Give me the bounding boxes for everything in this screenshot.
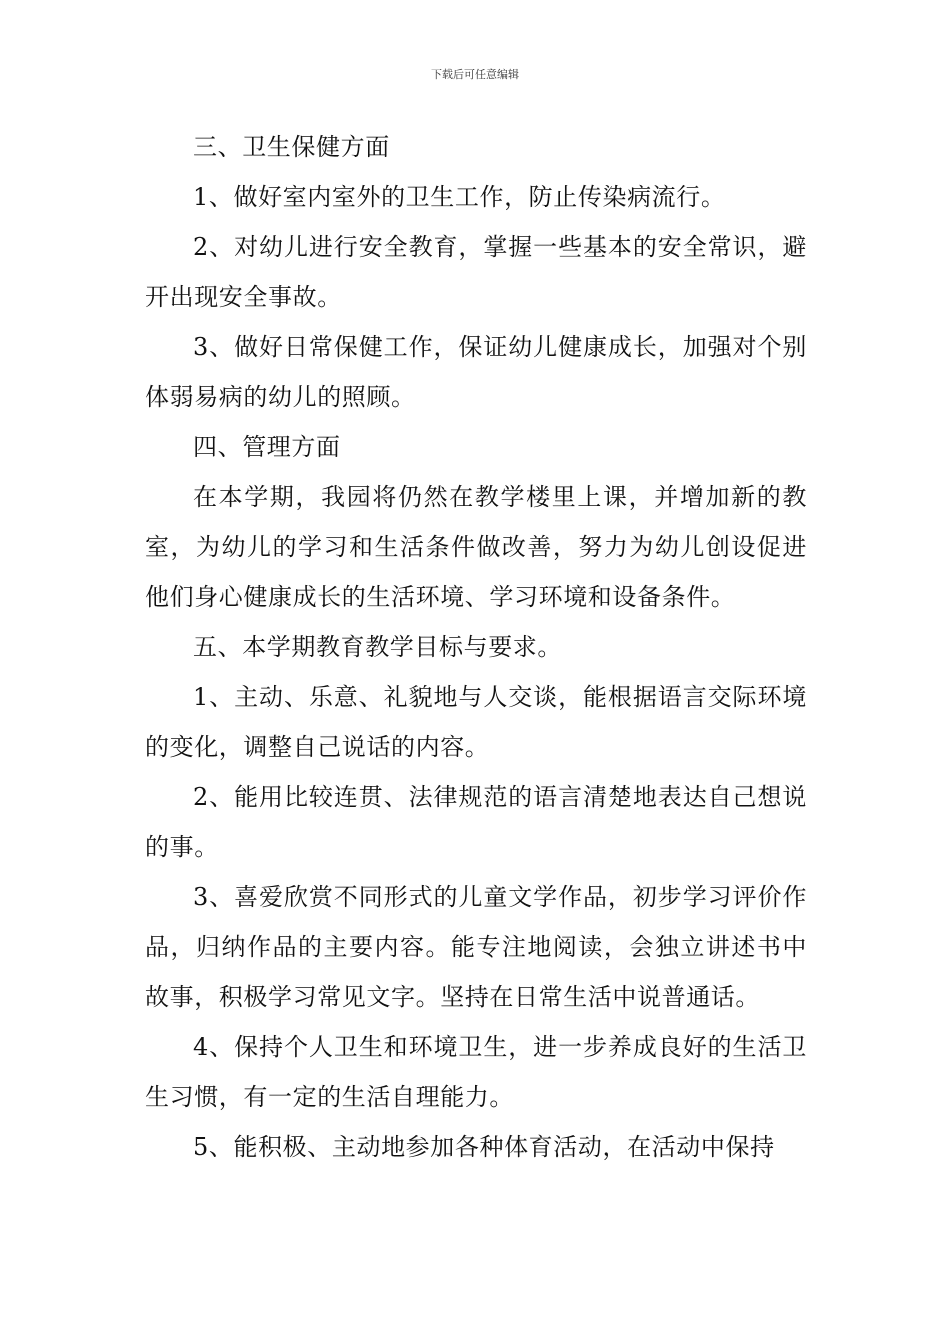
paragraph-goal-1: 1、主动、乐意、礼貌地与人交谈，能根据语言交际环境的变化，调整自己说话的内容。: [145, 683, 807, 761]
document-body: [145, 122, 807, 1172]
page-header: 下载后可任意编辑: [431, 68, 519, 81]
paragraph-hygiene-2: 2、对幼儿进行安全教育，掌握一些基本的安全常识，避开出现安全事故。: [145, 233, 807, 311]
paragraph-goal-2: 2、能用比较连贯、法律规范的语言清楚地表达自己想说的事。: [145, 783, 807, 861]
section-heading-hygiene: 三、卫生保健方面: [193, 133, 390, 161]
paragraph-goal-5: 5、能积极、主动地参加各种体育活动，在活动中保持: [193, 1133, 775, 1161]
paragraph-management: 在本学期，我园将仍然在教学楼里上课，并增加新的教室，为幼儿的学习和生活条件做改善，努力为幼儿创设促进他们身心健康成长的生活环境、学习环境和设备条件。: [145, 483, 807, 611]
paragraph-goal-4: 4、保持个人卫生和环境卫生，进一步养成良好的生活卫生习惯，有一定的生活自理能力。: [145, 1033, 807, 1111]
paragraph-hygiene-3: 3、做好日常保健工作，保证幼儿健康成长，加强对个别体弱易病的幼儿的照顾。: [145, 333, 807, 411]
section-heading-goals: 五、本学期教育教学目标与要求。: [193, 633, 562, 661]
paragraph-goal-3: 3、喜爱欣赏不同形式的儿童文学作品，初步学习评价作品，归纳作品的主要内容。能专注地阅读，会独立讲述书中故事，积极学习常见文字。坚持在日常生活中说普通话。: [145, 883, 807, 1011]
paragraph-hygiene-1: 1、做好室内室外的卫生工作，防止传染病流行。: [193, 183, 726, 211]
section-heading-management: 四、管理方面: [193, 433, 341, 461]
